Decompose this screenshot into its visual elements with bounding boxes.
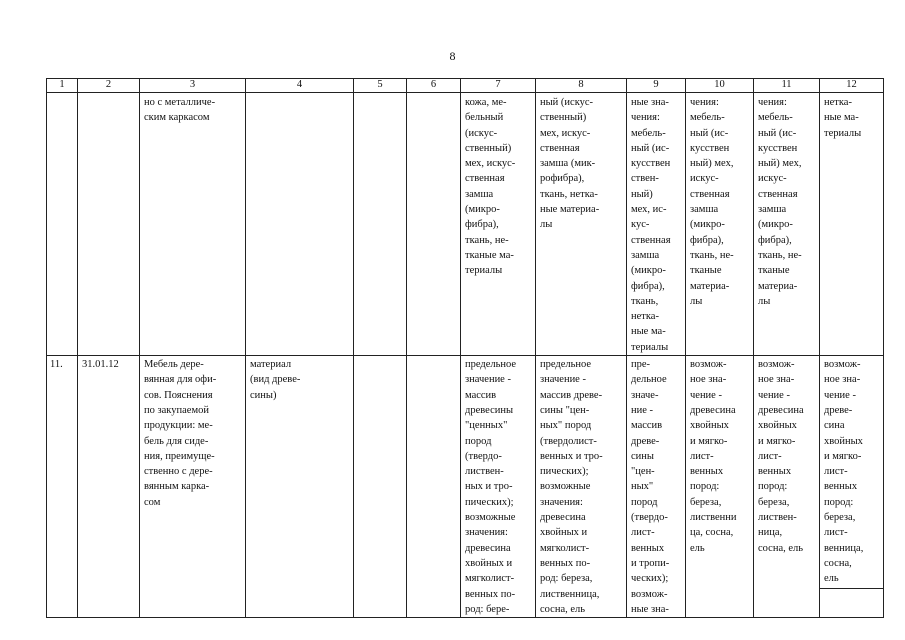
- table-cell: [536, 356, 627, 618]
- page-number: 8: [449, 49, 456, 63]
- table-cell: [78, 356, 140, 618]
- product-description: Мебель дере- вянная для офи- сов. Пояснения по закупаемой продукции: ме- бель для сиде- ния, преимуще- ственно с дере- вянным карка- сом: [144, 359, 217, 508]
- header-cell: 2: [78, 79, 140, 93]
- cell-text: чения: мебель- ный (ис- кусствен ный) мех, искус- ственная замша (микро- фибра), ткань, не- тканые материа- лы: [690, 97, 734, 307]
- cell-text: возмож- ное зна- чение - древесина хвойных и мягко- лист- венных пород: береза, листвен- ница, сосна, ель: [758, 359, 804, 554]
- header-cell: 7: [461, 79, 536, 93]
- row-number: 11.: [50, 359, 63, 371]
- cell-text: ный (искус- ственный) мех, искус- ственная замша (мик- рофибра), ткань, нетка- ные материа- лы: [540, 97, 600, 231]
- cell-text: чения: мебель- ный (ис- кусствен ный) мех, искус- ственная замша (микро- фибра), ткань, не- тканые материа- лы: [758, 97, 802, 307]
- cell-text: пре- дельное значе- ние - массив древе- сины "цен- ных" пород (твердо- лист- венных и тропи- ческих); возмож- ные зна-: [631, 359, 670, 615]
- header-cell: 3: [140, 79, 246, 93]
- table-cell: [754, 93, 820, 356]
- table-cell: [407, 356, 461, 618]
- cell-text: предельное значение - массив древесины "ценных" пород (твердо- листвен- ных и тро- пических); возможные значения: древесина хвойных и мягколист- венных по- род: бере-: [465, 359, 517, 615]
- table-cell: [820, 356, 884, 618]
- table-row: [47, 356, 884, 618]
- table-cell: [536, 93, 627, 356]
- table-row: [47, 93, 884, 356]
- table-cell: [686, 356, 754, 618]
- table-cell: [461, 356, 536, 618]
- table-cell: [461, 93, 536, 356]
- table-cell: [686, 93, 754, 356]
- okpd-code: 31.01.12: [82, 359, 119, 371]
- cell-text: предельное значение - массив древе- сины "цен- ных" пород (твердолист- венных и тро- пических); возможные значения: древесина хвойных и мягколист- венных по- род: береза, лиственница, сосна, ель: [540, 359, 603, 615]
- header-cell: 10: [686, 79, 754, 93]
- header-cell: 11: [754, 79, 820, 93]
- cell-text: возмож- ное зна- чение - древе- сина хвойных и мягко- лист- венных пород: береза, лист- венница, сосна, ель: [824, 359, 864, 585]
- header-cell: 12: [820, 79, 884, 93]
- header-cell: 6: [407, 79, 461, 93]
- table-cell: [78, 93, 140, 356]
- table-cell: [407, 93, 461, 356]
- cell-text: ные зна- чения: мебель- ный (ис- кусствен ствен- ный) мех, ис- кус- ственная замша (микро- фибра), ткань, нетка- ные ма- териалы: [631, 97, 671, 353]
- table-cell: [246, 356, 354, 618]
- table-cell: [140, 356, 246, 618]
- table-cell: [47, 356, 78, 618]
- cell-text: кожа, ме- бельный (искус- ственный) мех, искус- ственная замша (микро- фибра), ткань, не- тканые ма- териалы: [465, 97, 516, 277]
- header-row: [47, 79, 884, 93]
- table-cell: [627, 93, 686, 356]
- header-cell: 1: [47, 79, 78, 93]
- header-cell: 4: [246, 79, 354, 93]
- cell-text: но с металличе- ским каркасом: [144, 97, 216, 124]
- specification-table: [46, 78, 884, 618]
- table-cell: [354, 93, 407, 356]
- cell-text: нетка- ные ма- териалы: [824, 97, 862, 139]
- table-cell: [820, 93, 884, 356]
- table-cell: [627, 356, 686, 618]
- table-cell: [47, 93, 78, 356]
- header-cell: 9: [627, 79, 686, 93]
- header-cell: 5: [354, 79, 407, 93]
- header-cell: 8: [536, 79, 627, 93]
- table-cell: [354, 356, 407, 618]
- table-cell: [140, 93, 246, 356]
- characteristic-name: материал (вид древе- сины): [250, 359, 301, 401]
- cell-box: [820, 357, 883, 588]
- cell-text: возмож- ное зна- чение - древесина хвойных и мягко- лист- венных пород: береза, лиственни ца, сосна, ель: [690, 359, 737, 554]
- table-cell: [754, 356, 820, 618]
- table-cell: [246, 93, 354, 356]
